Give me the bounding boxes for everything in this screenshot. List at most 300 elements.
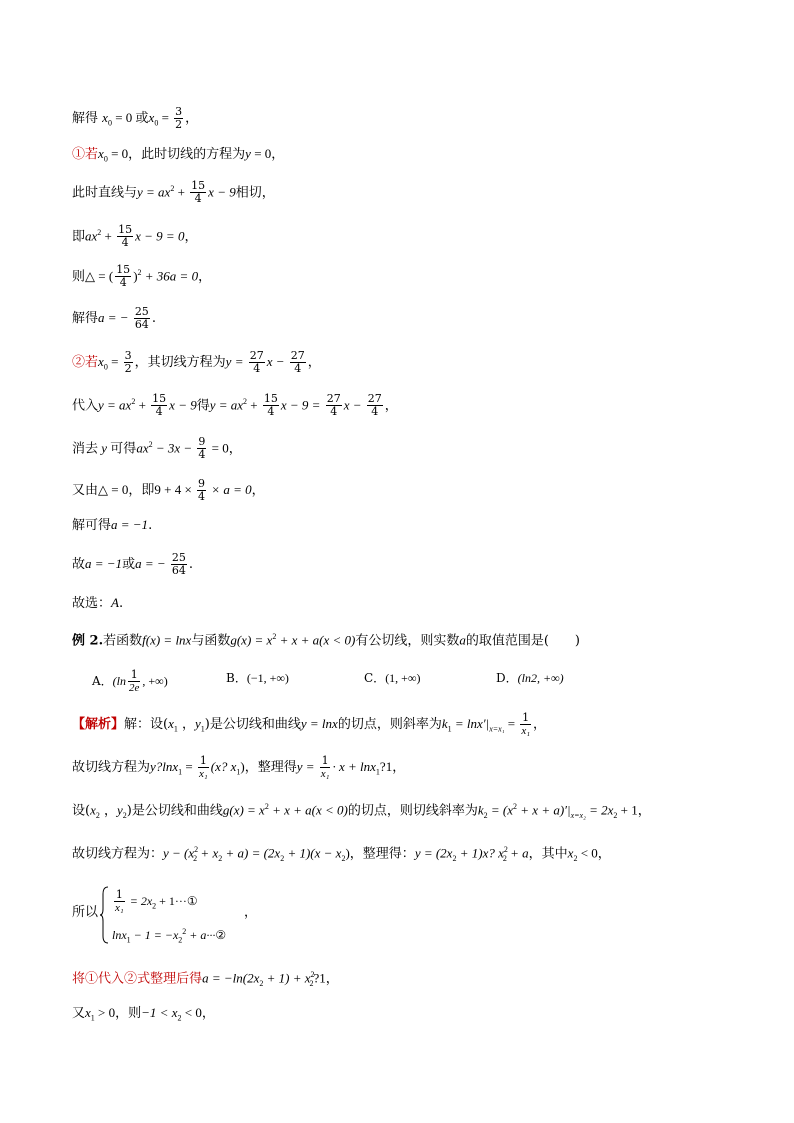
text: 解得 — [72, 111, 99, 126]
denominator: 4 — [119, 276, 127, 290]
math: < 0 — [577, 845, 598, 861]
sub: 1 — [447, 724, 452, 734]
option-key: C． — [364, 671, 386, 685]
line-2 — [72, 145, 284, 169]
sub: 2 — [152, 901, 157, 911]
fraction — [198, 755, 209, 780]
denominator: x₁ — [320, 768, 330, 780]
fraction — [263, 393, 279, 418]
system-row-1 — [112, 889, 198, 914]
math: a = −1 — [85, 556, 123, 571]
math: x — [98, 146, 104, 161]
text: 的取值范围是( ) — [465, 633, 581, 649]
sub: 2 — [259, 978, 264, 988]
math: + 1) + x — [263, 970, 311, 986]
numerator: 15 — [263, 392, 278, 406]
math: g(x) = x — [222, 802, 265, 818]
fraction — [197, 436, 206, 461]
math: = 2x — [126, 894, 153, 908]
math: ax — [85, 228, 98, 244]
math: a = −1 — [111, 517, 149, 532]
math: y — [245, 146, 251, 161]
math: g(x) = x — [230, 632, 273, 648]
math: + x + a(x < 0) — [268, 802, 348, 818]
denominator: 4 — [198, 448, 206, 462]
circled-number: ② — [72, 355, 86, 370]
numerator: 15 — [191, 179, 206, 193]
fraction — [151, 393, 167, 418]
denominator: 4 — [155, 405, 163, 419]
math: = 0 — [107, 146, 129, 161]
circled-number: ② — [124, 971, 138, 987]
fraction — [174, 106, 183, 131]
sub: 2 — [193, 853, 198, 863]
sub: 2 — [218, 853, 223, 863]
math: a = − — [98, 310, 132, 325]
option-d — [496, 669, 564, 687]
math: + 1 — [617, 802, 638, 818]
text: ， — [244, 905, 258, 920]
denominator: 4 — [253, 362, 261, 375]
text: ， — [384, 398, 398, 414]
math: > 0 — [94, 1005, 116, 1020]
fraction — [171, 552, 187, 577]
math: y?lnx — [150, 759, 179, 774]
sub: 2 — [483, 810, 488, 820]
sub: 0 — [103, 154, 108, 164]
sub: 2 — [502, 853, 507, 863]
option-a — [92, 669, 168, 694]
text: 若 — [85, 147, 99, 162]
math: f(x) = lnx — [142, 632, 192, 648]
numerator: 25 — [134, 305, 149, 318]
fraction — [367, 393, 383, 418]
math: (1, +∞) — [385, 671, 421, 685]
text: 即 — [72, 229, 86, 245]
sub: 1 — [90, 1013, 95, 1023]
sub: 2 — [573, 853, 578, 863]
sup: 2 — [194, 845, 199, 854]
math: + — [101, 228, 116, 244]
numerator: 25 — [171, 551, 186, 564]
math: = 2x — [585, 802, 614, 818]
math: < 0 — [181, 1005, 202, 1020]
denominator: 64 — [171, 564, 186, 577]
denominator: 4 — [121, 236, 129, 250]
fraction — [290, 350, 306, 375]
math: k — [477, 802, 484, 818]
text: 或 — [122, 557, 136, 572]
text: 的切点，则斜率为 — [337, 717, 442, 732]
text: 得 — [196, 398, 210, 414]
text: 又由 — [72, 483, 99, 498]
fraction — [124, 350, 133, 375]
math: k — [441, 716, 448, 731]
math: x — [567, 845, 574, 861]
math: = lnx′| — [451, 716, 490, 731]
text: ，此时切线的方程为 — [128, 147, 246, 162]
math: y = lnx — [300, 716, 338, 731]
math: x — [98, 354, 104, 369]
numerator: 15 — [116, 263, 131, 277]
option-key: A． — [92, 674, 113, 688]
sup: 2 — [272, 632, 277, 641]
sub: 1 — [173, 724, 178, 734]
text: 又 — [72, 1006, 86, 1021]
line-5 — [72, 264, 211, 289]
math: = 0 — [250, 146, 272, 161]
sub: x=x₂ — [570, 810, 586, 820]
denominator: 2 — [175, 118, 183, 131]
text: 若函数 — [103, 633, 143, 649]
text: 解得 — [72, 311, 99, 326]
text: 故选： — [72, 596, 112, 611]
math: x − 9 = — [280, 397, 324, 413]
sup: 2 — [243, 397, 248, 406]
text: 式整理后得 — [137, 971, 203, 987]
text: ， — [637, 803, 651, 819]
math: + 1)x? x — [456, 845, 504, 861]
math: x − — [266, 354, 288, 369]
solution-line-3 — [72, 798, 651, 825]
math: = — [504, 716, 519, 731]
text: ， — [228, 441, 242, 457]
text: . — [188, 557, 194, 572]
math: a = − — [135, 556, 169, 571]
fraction — [134, 306, 150, 331]
math: = — [182, 759, 197, 774]
solution-line-6 — [72, 966, 339, 993]
line-4 — [72, 224, 197, 249]
text: )是公切线和曲线 — [126, 803, 223, 819]
math: a = −ln(2x — [202, 970, 260, 986]
math: ?1 — [379, 759, 393, 774]
text: ，其中 — [528, 846, 568, 862]
fraction — [114, 889, 125, 914]
system-comma — [244, 904, 257, 922]
text: 将 — [72, 971, 86, 987]
math: ?1 — [313, 970, 326, 986]
option-key: D． — [496, 671, 518, 685]
text: ， — [201, 1006, 215, 1021]
math: ) — [133, 268, 138, 284]
denominator: 2e — [129, 682, 140, 694]
sup: 2 — [148, 440, 153, 449]
text: ，则 — [115, 1006, 142, 1021]
denominator: x₁ — [199, 768, 208, 780]
solution-line-5-label — [72, 904, 98, 922]
math: x − 9 — [208, 184, 236, 200]
math: x — [90, 802, 96, 818]
math: = — [107, 354, 122, 369]
math: + x — [197, 845, 219, 861]
line-10 — [72, 478, 265, 503]
sup: 2 — [182, 927, 187, 936]
sup: 2 — [137, 268, 142, 277]
text: . — [151, 311, 156, 326]
numerator: 15 — [152, 392, 167, 406]
math: ax — [136, 440, 149, 456]
text: 相切， — [235, 185, 275, 201]
math: x — [148, 110, 155, 125]
math: + a) = (2x — [222, 845, 281, 861]
sub: x=x₁ — [489, 724, 505, 734]
sub: 2 — [452, 853, 457, 863]
text: ， — [307, 355, 321, 370]
fraction — [197, 478, 206, 503]
math: (ln — [112, 674, 127, 688]
math: + — [174, 184, 189, 200]
numerator: 1 — [128, 669, 140, 682]
math: + — [135, 397, 150, 413]
math: y = ax — [209, 397, 244, 413]
line-9 — [72, 436, 242, 461]
line-8 — [72, 393, 398, 418]
text: ， — [533, 717, 547, 732]
sub: 2 — [122, 810, 127, 820]
text: ， — [185, 111, 199, 126]
text: ， — [325, 971, 339, 987]
sub: 2 — [178, 935, 183, 945]
math: y = ax — [98, 397, 132, 413]
math: × a = 0 — [208, 482, 252, 497]
math: x — [168, 716, 174, 731]
math: y — [195, 716, 201, 731]
circled-number: ② — [215, 928, 227, 942]
math: y − (x — [163, 845, 195, 861]
text: ，即 — [128, 483, 155, 498]
circled-number: ① — [186, 894, 198, 908]
numerator: 1 — [115, 888, 123, 901]
math: + 1)(x − x — [284, 845, 342, 861]
numerator: 27 — [326, 392, 341, 406]
text: ， — [198, 269, 212, 285]
text: 或 — [135, 111, 149, 126]
math: a — [459, 632, 466, 648]
sup: 2 — [503, 845, 508, 854]
fraction — [190, 180, 206, 205]
text: ， — [99, 803, 117, 819]
text: ，整理得： — [349, 846, 415, 862]
sup: 2 — [513, 802, 518, 811]
fraction — [520, 712, 531, 737]
sup: 2 — [310, 970, 315, 979]
denominator: x₁ — [115, 902, 124, 914]
math: = (x — [487, 802, 514, 818]
solution-line-7 — [72, 1004, 215, 1028]
math: = — [158, 110, 173, 125]
numerator: 1 — [199, 754, 207, 767]
circled-number: ① — [85, 971, 99, 987]
line-13 — [72, 594, 123, 613]
sub: 2 — [95, 810, 100, 820]
text: . — [118, 596, 124, 611]
numerator: 9 — [198, 435, 206, 449]
fraction — [117, 224, 133, 249]
line-7 — [72, 350, 321, 377]
numerator: 27 — [249, 349, 264, 362]
option-key: B． — [226, 671, 247, 685]
math: △ = 0 — [98, 482, 129, 497]
math: y = ax — [137, 184, 171, 200]
text: 故切线方程为： — [72, 846, 164, 862]
numerator: 1 — [522, 711, 530, 724]
text: 解可得 — [72, 518, 112, 533]
math: x − — [343, 397, 365, 413]
math: = 0 — [208, 440, 229, 456]
math: , +∞) — [142, 674, 168, 688]
math: x — [102, 110, 108, 125]
text: ， — [597, 846, 611, 862]
text: 故切线方程为 — [72, 760, 151, 775]
text: 有公切线，则实数 — [355, 633, 460, 649]
math: y = — [296, 759, 318, 774]
denominator: 4 — [330, 405, 338, 419]
math: + x + a(x < 0) — [276, 632, 356, 648]
solution-line-1 — [72, 712, 546, 739]
math: (−1, +∞) — [246, 671, 289, 685]
denominator: 4 — [371, 405, 379, 419]
text: ，其切线方程为 — [134, 355, 226, 370]
text: 故 — [72, 557, 86, 572]
sub: 2 — [280, 853, 285, 863]
numerator: 9 — [198, 477, 206, 490]
sup: 2 — [131, 397, 136, 406]
sub: 0 — [154, 118, 159, 128]
solution-line-2 — [72, 755, 405, 782]
denominator: 4 — [194, 192, 202, 206]
sub: 2 — [613, 810, 618, 820]
denominator: 4 — [198, 490, 206, 503]
line-3 — [72, 180, 275, 205]
math: y — [117, 802, 123, 818]
math: x − 9 — [169, 397, 197, 413]
text: 则 — [72, 269, 86, 285]
text: 所以 — [72, 905, 99, 920]
math: x − 9 = 0 — [135, 228, 185, 244]
math: + x + a)′| — [517, 802, 571, 818]
analysis-tag: 【解析】 — [72, 717, 125, 732]
solution-line-4 — [72, 841, 611, 868]
numerator: 1 — [321, 754, 329, 767]
text: 此时直线与 — [72, 185, 138, 201]
example-2-question — [72, 628, 580, 650]
line-12 — [72, 552, 193, 577]
math: 9 + 4 × — [154, 482, 196, 497]
circled-number: ① — [72, 147, 86, 162]
sub: 2 — [177, 1013, 182, 1023]
math: A — [111, 595, 119, 610]
text: 代入 — [72, 398, 99, 414]
text: 消去 — [72, 441, 99, 457]
sub: 1 — [236, 767, 241, 777]
denominator: 4 — [267, 405, 275, 419]
math: + 1··· — [156, 894, 187, 908]
math: + a — [506, 845, 529, 861]
text: 解：设( — [124, 717, 169, 732]
text: 的切点，则切线斜率为 — [347, 803, 478, 819]
math: + — [247, 397, 261, 413]
sub: 0 — [103, 362, 108, 372]
denominator: 64 — [134, 318, 149, 331]
sup: 2 — [170, 184, 175, 193]
text: 若 — [85, 355, 99, 370]
text: ， — [251, 483, 265, 498]
numerator: 3 — [124, 349, 132, 362]
math: ) — [345, 845, 350, 861]
line-6 — [72, 306, 156, 331]
sup: 2 — [97, 228, 102, 237]
text: ， — [271, 147, 285, 162]
sub: 1 — [200, 724, 205, 734]
fraction — [320, 755, 331, 780]
fraction — [326, 393, 342, 418]
fraction — [249, 350, 265, 375]
sub: 2 — [341, 853, 346, 863]
sup: 2 — [264, 802, 269, 811]
math: lnx — [112, 928, 127, 942]
math: (ln2, +∞) — [517, 671, 564, 685]
math: y = (2x — [414, 845, 453, 861]
sub: 1 — [375, 767, 380, 777]
numerator: 3 — [175, 105, 183, 118]
math: −1 < x — [141, 1005, 178, 1020]
example-label-dot: . — [98, 633, 104, 649]
math: x — [85, 1005, 91, 1020]
line-1 — [72, 106, 198, 133]
system-row-2 — [112, 924, 226, 948]
sub: 2 — [309, 978, 314, 988]
denominator: x₁ — [521, 725, 531, 737]
math: − 3x − — [152, 440, 196, 456]
numerator: 27 — [367, 392, 382, 406]
text: 代入 — [98, 971, 125, 987]
math: ) — [240, 759, 245, 774]
text: ， — [184, 229, 198, 245]
left-brace — [99, 886, 109, 944]
sub: 1 — [126, 935, 131, 945]
text: ， — [177, 717, 196, 732]
option-c — [364, 669, 421, 687]
fraction — [128, 669, 140, 694]
math: + a··· — [186, 928, 216, 942]
math: = 0 — [111, 110, 136, 125]
math: (x? x — [210, 759, 237, 774]
text: 设( — [72, 803, 91, 819]
math: △ = ( — [85, 268, 114, 284]
math: y — [98, 440, 111, 456]
text: )是公切线和曲线 — [204, 717, 301, 732]
text: 可得 — [110, 441, 137, 457]
math: + 36a = 0 — [141, 268, 199, 284]
text: . — [148, 518, 153, 533]
text: 与函数 — [191, 633, 231, 649]
line-11 — [72, 516, 152, 535]
text: ， — [392, 760, 406, 775]
example-label: 例 2 — [72, 633, 99, 649]
denominator: 2 — [124, 362, 132, 375]
option-b — [226, 669, 289, 687]
math: − 1 = −x — [130, 928, 179, 942]
sub: 1 — [178, 767, 183, 777]
denominator: 4 — [294, 362, 302, 375]
text: ，整理得 — [244, 760, 297, 775]
numerator: 15 — [118, 223, 133, 237]
fraction — [115, 264, 131, 289]
math: · x + lnx — [332, 759, 376, 774]
math: y = — [225, 354, 247, 369]
sub: 0 — [107, 118, 112, 128]
